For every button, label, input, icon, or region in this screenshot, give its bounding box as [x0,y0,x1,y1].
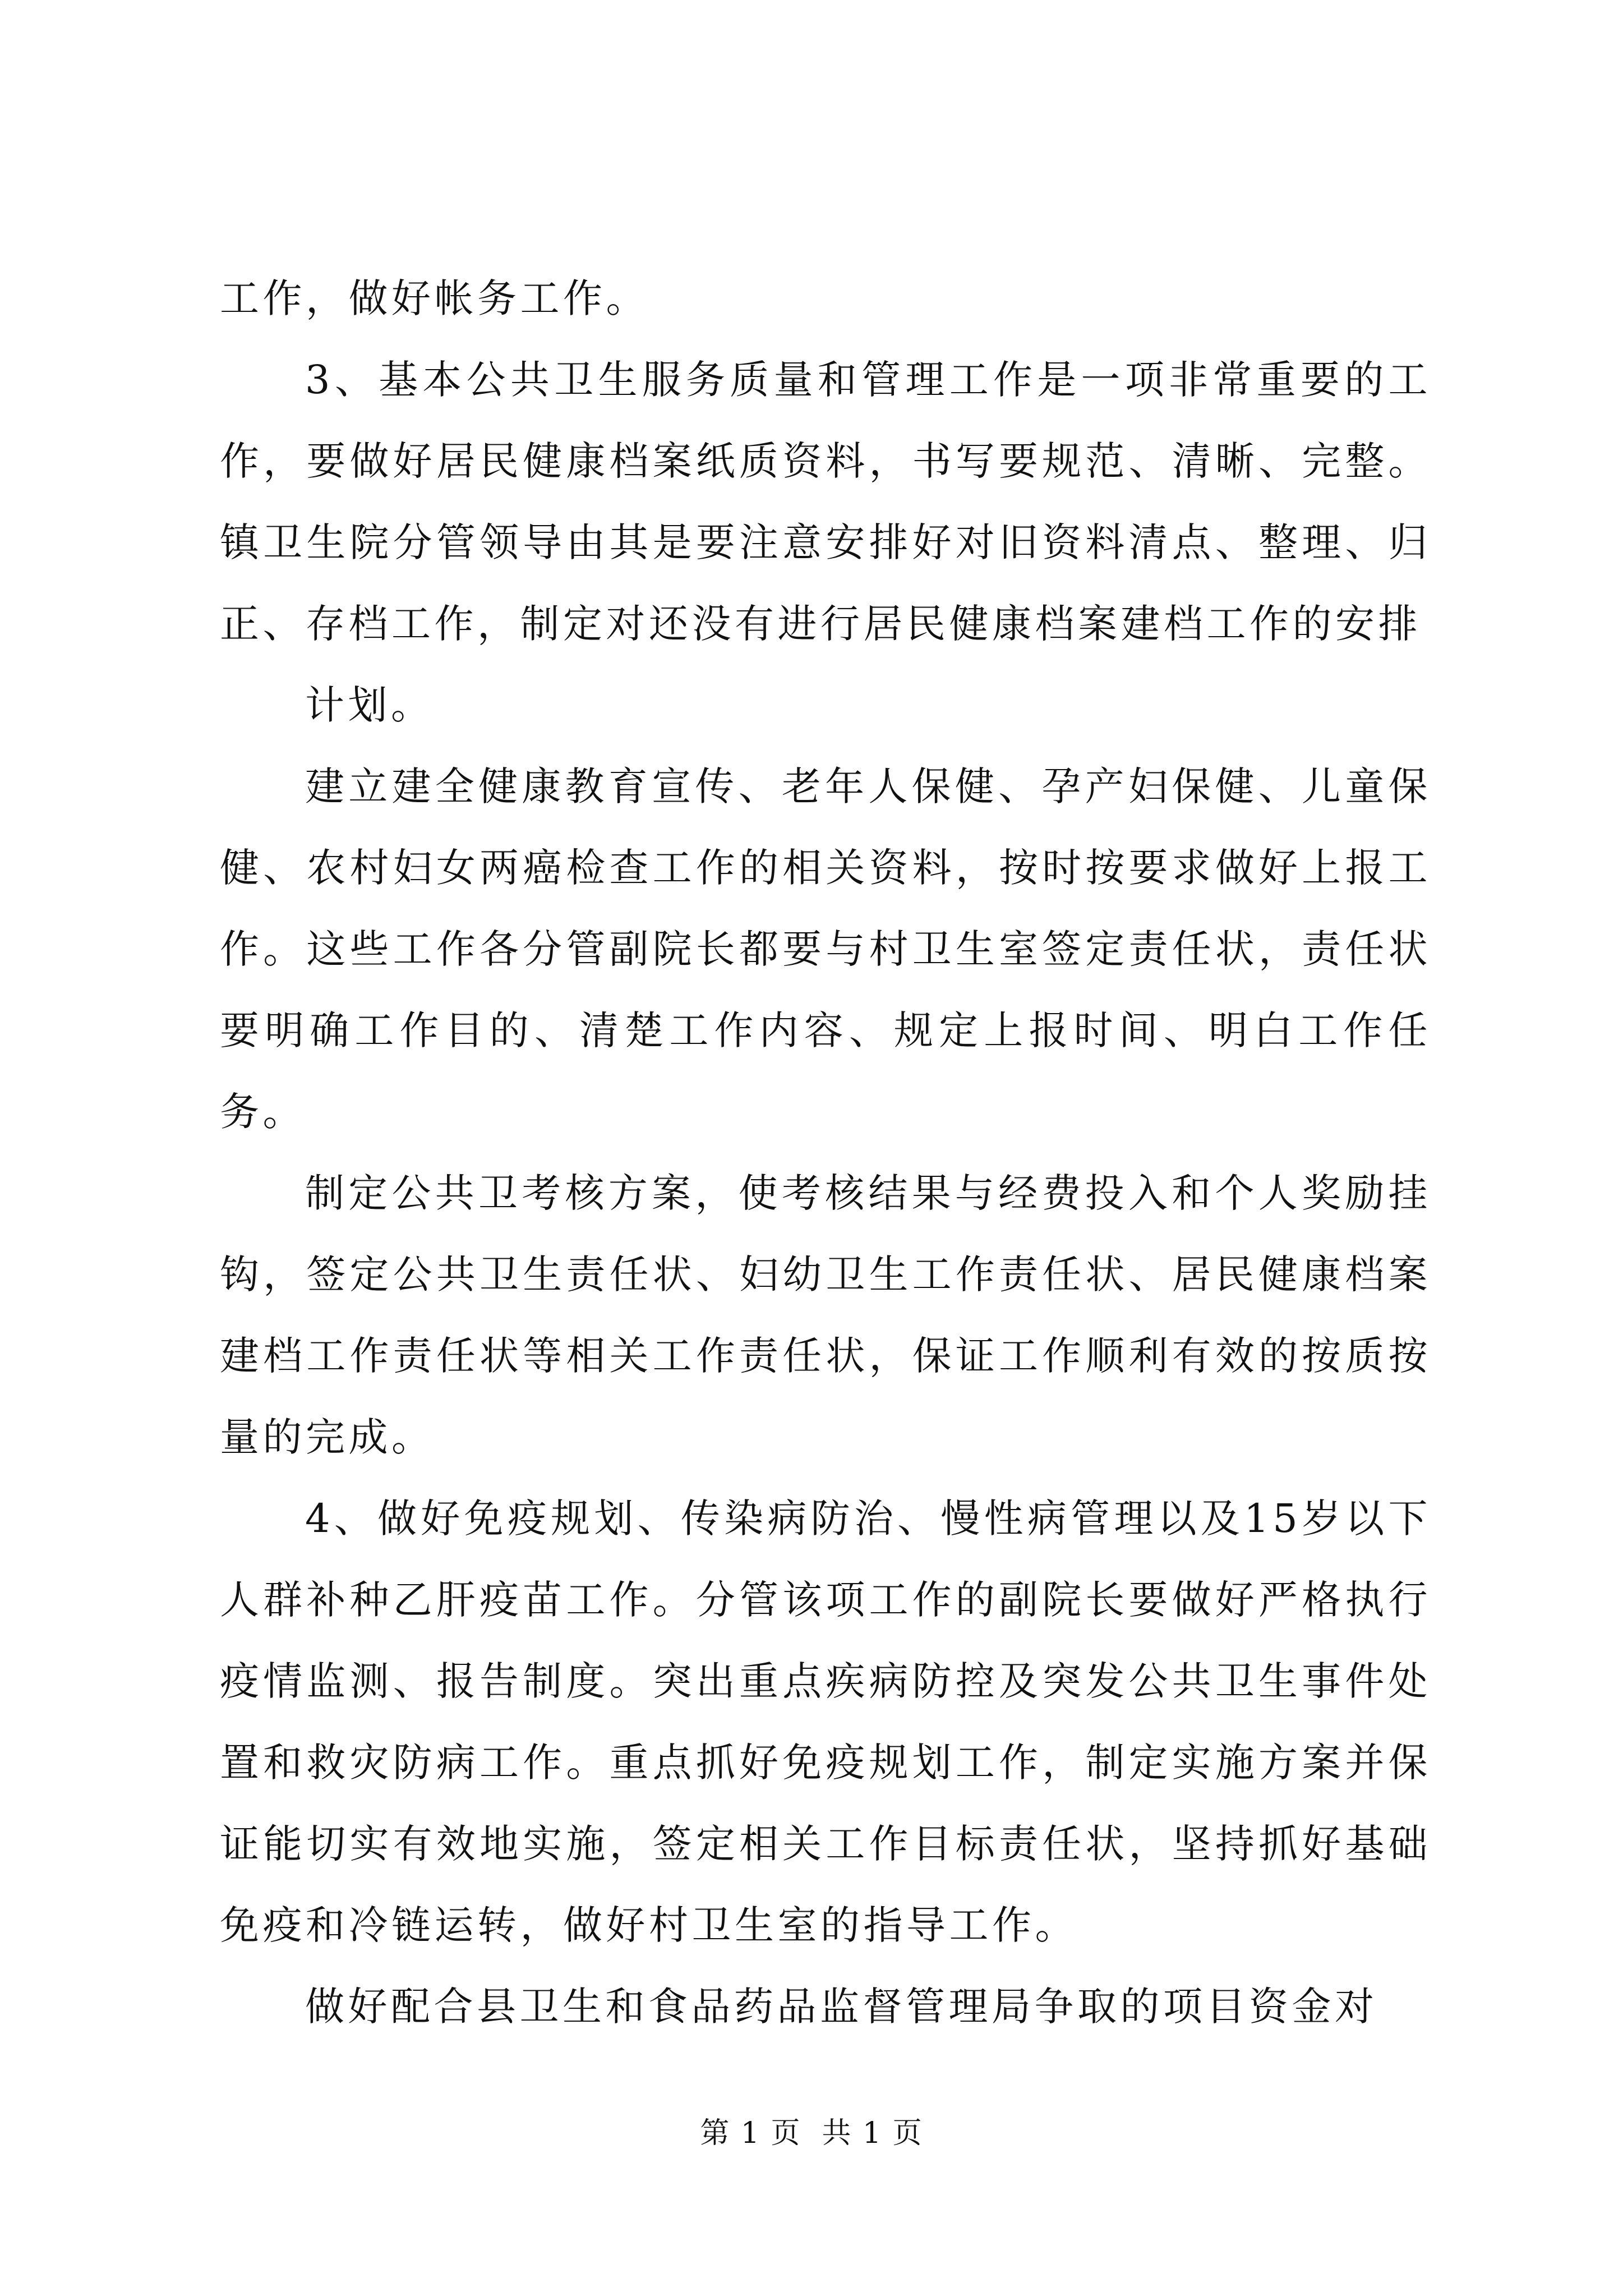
paragraph-4: 建立建全健康教育宣传、老年人保健、孕产妇保健、儿童保健、农村妇女两癌检查工作的相关资料，按时按要求做好上报工作。这些工作各分管副院长都要与村卫生室签定责任状，责任状要明确工作目的、清楚工作内容、规定上报时间、明白工作任务。 [220,763,1431,1135]
paragraph-1: 工作，做好帐务工作。 [220,275,649,321]
page-footer [0,2109,1623,2151]
paragraph-5: 制定公共卫考核方案，使考核结果与经费投入和个人奖励挂钩，签定公共卫生责任状、妇幼卫生工作责任状、居民健康档案建档工作责任状等相关工作责任状，保证工作顺利有效的按质按量的完成。 [220,1170,1431,1460]
paragraph-3: 计划。 [305,682,434,728]
paragraph-6: 4、做好免疫规划、传染病防治、慢性病管理以及15岁以下人群补种乙肝疫苗工作。分管该项工作的副院长要做好严格执行疫情监测、报告制度。突出重点疾病防控及突发公共卫生事件处置和救灾防病工作。重点抓好免疫规划工作，制定实施方案并保证能切实有效地实施，签定相关工作目标责任状，坚持抓好基础免疫和冷链运转，做好村卫生室的指导工作。 [220,1496,1431,1948]
paragraph-2: 3、基本公共卫生服务质量和管理工作是一项非常重要的工作，要做好居民健康档案纸质资料，书写要规范、清晰、完整。镇卫生院分管领导由其是要注意安排好对旧资料清点、整理、归正、存档工作，制定对还没有进行居民健康档案建档工作的安排 [220,357,1431,647]
document-body [220,258,1431,2047]
page-number-label: 第 1 页 共 1 页 [700,2116,923,2150]
paragraph-7: 做好配合县卫生和食品药品监督管理局争取的项目资金对 [305,1984,1378,2030]
